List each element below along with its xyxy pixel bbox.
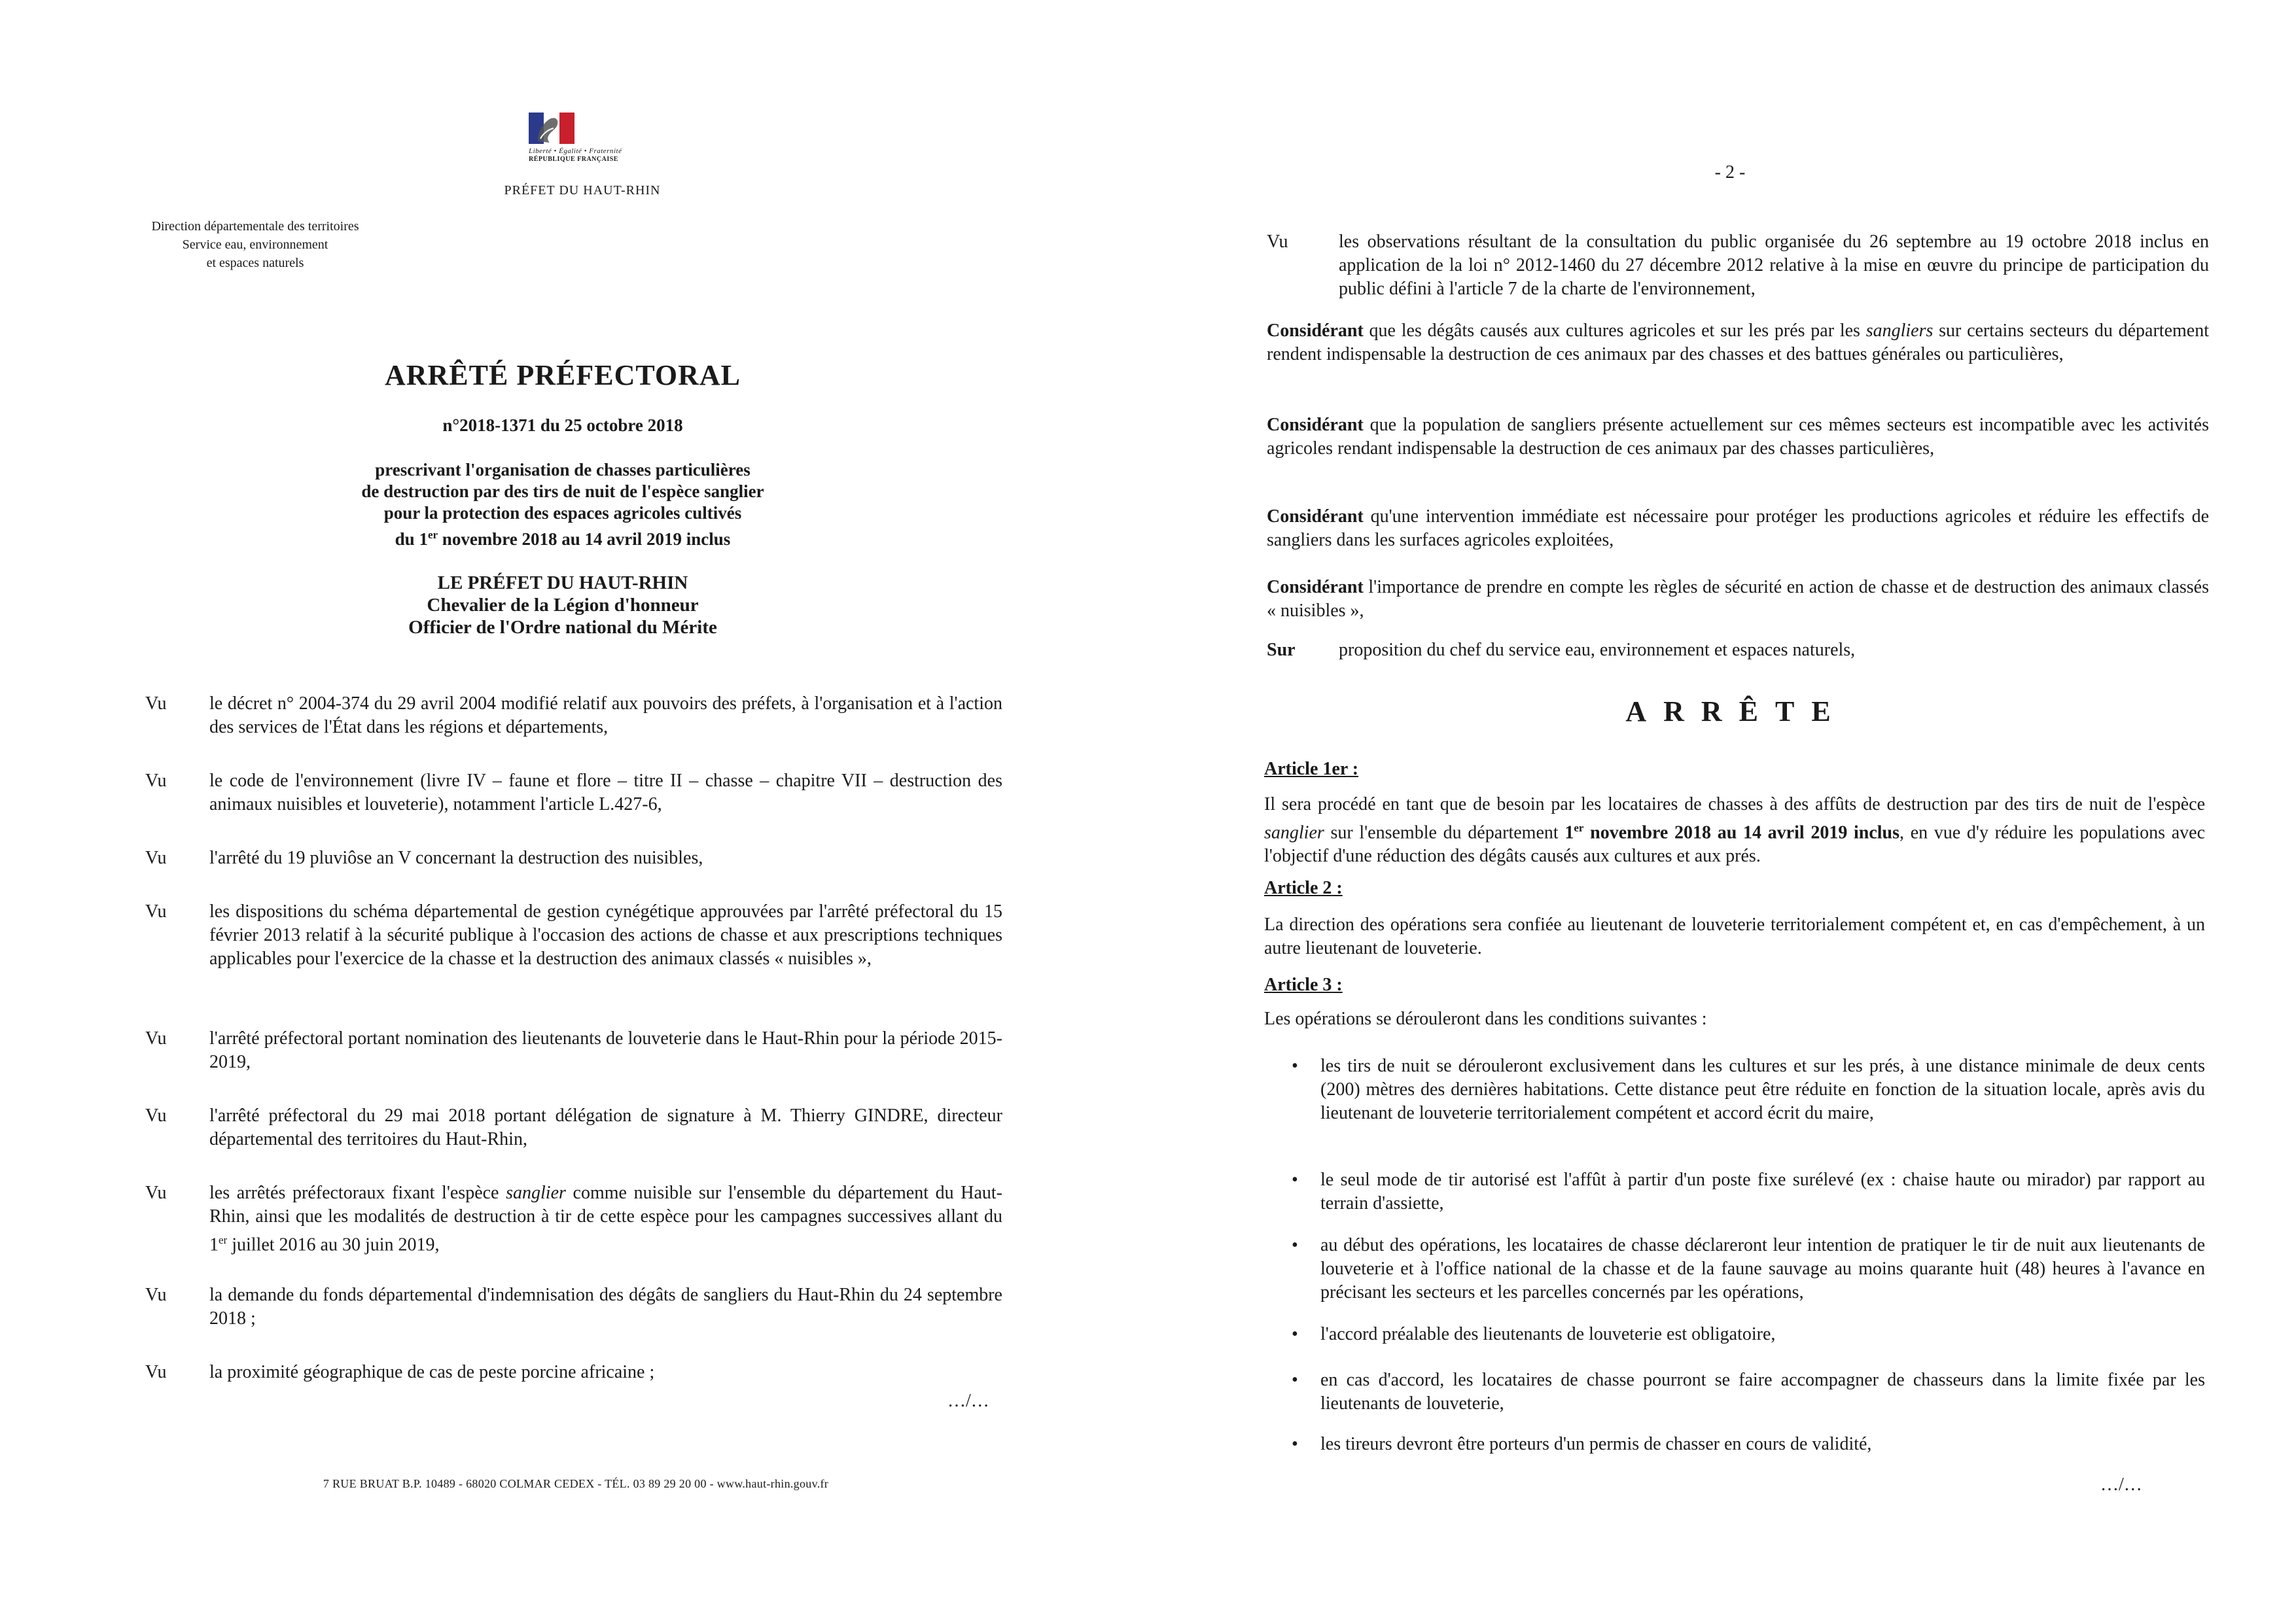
arrete-subject <box>236 459 890 550</box>
bullet-icon: • <box>1292 1434 1298 1454</box>
vu-label: Vu <box>145 1028 167 1049</box>
considerant-text: Considérant que la population de sangliers présente actuellement sur ces mêmes secteurs est incompatible avec les activités agricoles rendant indispensable la destruction de ces animaux par des chasses particulières, <box>1267 415 2209 459</box>
vu-text: les dispositions du schéma départemental de gestion cynégétique approuvées par l'arrêté préfectoral du 15 février 2013 relatif à la sécurité publique à l'occasion des actions de chasse et aux prescriptions techniques applicables pour l'exercice de la chasse et la destruction des animaux classés « nuisibles », <box>209 901 1002 969</box>
prefecture-name: PRÉFET DU HAUT-RHIN <box>504 183 661 198</box>
continued-mark: …/… <box>947 1391 989 1411</box>
article-2-heading: Article 2 : <box>1264 878 1343 898</box>
subject-line: pour la protection des espaces agricoles cultivés <box>383 503 742 523</box>
bullet-icon: • <box>1292 1370 1298 1390</box>
prefect-line: Chevalier de la Légion d'honneur <box>427 595 699 616</box>
considerant-label: Considérant <box>1267 577 1364 597</box>
tricolor-flag-icon <box>529 113 574 144</box>
marianne-icon <box>529 113 574 144</box>
marianne-logo <box>529 113 639 164</box>
bullet-icon: • <box>1292 1056 1298 1076</box>
subject-period: du 1er novembre 2018 au 14 avril 2019 inclus <box>395 529 731 549</box>
article-2-text: La direction des opérations sera confiée au lieutenant de louveterie territorialement compétent et, en cas d'empêchement, à un autre lieutenant de louveterie. <box>1264 915 2205 958</box>
vu-label: Vu <box>145 771 167 791</box>
considerant-text: Considérant l'importance de prendre en compte les règles de sécurité en action de chasse et de destruction des animaux classés « nuisibles », <box>1267 577 2209 621</box>
continued-mark: …/… <box>2100 1475 2142 1495</box>
vu-text: la demande du fonds départemental d'indemnisation des dégâts de sangliers du Haut-Rhin du 24 septembre 2018 ; <box>209 1285 1002 1329</box>
considerant-text: Considérant qu'une intervention immédiate est nécessaire pour protéger les productions agricoles et réduire les effectifs de sangliers dans les surfaces agricoles exploitées, <box>1267 506 2209 550</box>
considerant-label: Considérant <box>1267 415 1364 435</box>
article-1-text: Il sera procédé en tant que de besoin par les locataires de chasses à des affûts de destruction par des tirs de nuit de l'espèce sanglier sur l'ensemble du département 1er novembre 2018 au 14 avril 2019 inclus, en vue d'y réduire les populations avec l'objectif d'une réduction des dégâts causés aux cultures et aux prés. <box>1264 794 2206 867</box>
article-1-heading: Article 1er : <box>1264 759 1359 779</box>
considerant-text: Considérant que les dégâts causés aux cultures agricoles et sur les prés par les sangliers sur certains secteurs du département rendent indispensable la destruction de ces animaux par des chasses et des battues générales ou particulières, <box>1267 321 2209 364</box>
issuing-service <box>124 217 386 272</box>
vu-label: Vu <box>145 1106 167 1126</box>
document-title: ARRÊTÉ PRÉFECTORAL <box>384 359 741 391</box>
logo-motto: Liberté • Égalité • Fraternité <box>529 147 622 155</box>
vu-text: l'arrêté préfectoral du 29 mai 2018 portant délégation de signature à M. Thierry GINDRE, directeur départemental des territoires du Haut-Rhin, <box>209 1106 1002 1149</box>
vu-label: Vu <box>145 848 167 868</box>
footer-address: 7 RUE BRUAT B.P. 10489 - 68020 COLMAR CEDEX - TÉL. 03 89 29 20 00 - www.haut-rhin.gouv.fr <box>323 1477 829 1490</box>
considerant-label: Considérant <box>1267 321 1364 341</box>
vu-label: Vu <box>145 693 167 714</box>
bullet-icon: • <box>1292 1235 1298 1255</box>
decision-title: ARRÊTE <box>1625 695 1848 727</box>
vu-label: Vu <box>1267 232 1288 252</box>
article-3-intro: Les opérations se dérouleront dans les conditions suivantes : <box>1264 1009 1707 1029</box>
service-line: Service eau, environnement <box>182 237 328 252</box>
vu-label: Vu <box>145 1183 167 1203</box>
service-line: et espaces naturels <box>206 256 304 270</box>
vu-label: Vu <box>145 1285 167 1305</box>
page-2: - 2 - Vu les observations résultant de la consultation du public organisée du 26 septembre au 19 octobre 2018 inclus en application de la loi n° 2012-1460 du 27 décembre 2012 relative à la mise en œuvre du principe de participation du public défini à l'article 7 de la charte de l'environnement, Considérant que les dégâts causés aux cultures agricoles et sur les prés par les sangliers sur certains secteurs du département rendent indispensable la destruction de ces animaux par des chasses et des battues générales ou particulières, Considérant que la population de sangliers présente actuellement sur ces mêmes secteurs est incompatible avec les activités agricoles rendant indispensable la destruction de ces animaux par des chasses particulières, Considérant qu'une intervention immédiate est nécessaire pour protéger les productions agricoles et réduire les effectifs de sangliers dans les surfaces agricoles exploitées, Considérant l'importance de prendre en compte les règles de sécurité en action de chasse et de destruction des animaux classés « nuisibles », Sur proposition du chef du service eau, environnement et espaces naturels, ARRÊTE Article 1er : Il sera procédé en tant que de besoin par les locataires de chasses à des affûts de destruction par des tirs de nuit de l'espèce sanglier sur l'ensemble du département 1er novembre 2018 au 14 avril 2019 inclus, en vue d'y réduire les populations avec l'objectif d'une réduction des dégâts causés aux cultures et aux prés. Article 2 : La direction des opérations sera confiée au lieutenant de louveterie territorialement compétent et, en cas d'empêchement, à un autre lieutenant de louveterie. Article 3 : Les opérations se dérouleront dans les conditions suivantes : • les tirs de nuit se dérouleront exclusivement dans les cultures et sur les prés, à une distance minimale de deux cents (200) mètres des dernières habitations. Cette distance peut être réduite en fonction de la situation locale, après avis du lieutenant de louveterie territorialement compétent et accord écrit du maire, • le seul mode de tir autorisé est l'affût à partir d'un poste fixe surélevé (ex : chaise haute ou mirador) par rapport au terrain d'assiette, • au début des opérations, les locataires de chasse déclareront leur intention de pratiquer le tir de nuit aux lieutenants de louveterie et à l'office national de la chasse et de la faune sauvage au moins quarante huit (48) heures à l'avance en précisant les secteurs et les parcelles concernés par les opérations, • l'accord préalable des lieutenants de louveterie est obligatoire, • en cas d'accord, les locataires de chasse pourront se faire accompagner de chasseurs dans la limite fixée par les lieutenants de louveterie, • les tireurs devront être porteurs d'un permis de chasser en cours de validité, …/… <box>1264 162 2209 1495</box>
sur-label: Sur <box>1267 640 1296 660</box>
vu-text: les observations résultant de la consultation du public organisée du 26 septembre au 19 octobre 2018 inclus en application de la loi n° 2012-1460 du 27 décembre 2012 relative à la mise en œuvre du principe de participation du public défini à l'article 7 de la charte de l'environnement, <box>1339 232 2209 299</box>
bullet-icon: • <box>1292 1324 1298 1344</box>
title-block <box>236 358 890 638</box>
bullet-icon: • <box>1292 1170 1298 1190</box>
arrete-number: n°2018-1371 du 25 octobre 2018 <box>442 415 683 435</box>
vu-text: l'arrêté du 19 pluviôse an V concernant la destruction des nuisibles, <box>209 848 703 868</box>
vu-text: le décret n° 2004-374 du 29 avril 2004 modifié relatif aux pouvoirs des préfets, à l'organisation et à l'action des services de l'État dans les régions et départements, <box>209 693 1002 737</box>
subject-line: prescrivant l'organisation de chasses particulières <box>375 460 751 480</box>
prefect-titles <box>236 572 890 638</box>
sur-text: proposition du chef du service eau, environnement et espaces naturels, <box>1339 640 1856 660</box>
vu-text: l'arrêté préfectoral portant nomination des lieutenants de louveterie dans le Haut-Rhin pour la période 2015-2019, <box>209 1028 1002 1072</box>
vu-label: Vu <box>145 1362 167 1382</box>
vu-text: la proximité géographique de cas de peste porcine africaine ; <box>209 1362 655 1382</box>
service-line: Direction départementale des territoires <box>151 219 359 234</box>
page-number: - 2 - <box>1714 162 1746 183</box>
vu-text: le code de l'environnement (livre IV – faune et flore – titre II – chasse – chapitre VII – destruction des animaux nuisibles et louveterie), notamment l'article L.427-6, <box>209 771 1002 814</box>
vu-label: Vu <box>145 901 167 922</box>
vu-text: les arrêtés préfectoraux fixant l'espèce sanglier comme nuisible sur l'ensemble du département du Haut-Rhin, ainsi que les modalités de destruction à tir de cette espèce pour les campagnes successives allant du 1er juillet 2016 au 30 juin 2019, <box>209 1183 1003 1255</box>
prefect-line: Officier de l'Ordre national du Mérite <box>408 617 717 638</box>
logo-country: RÉPUBLIQUE FRANÇAISE <box>529 156 618 163</box>
considerant-label: Considérant <box>1267 506 1364 527</box>
prefect-line: LE PRÉFET DU HAUT-RHIN <box>437 572 688 593</box>
article-3-heading: Article 3 : <box>1264 975 1343 995</box>
subject-line: de destruction par des tirs de nuit de l'espèce sanglier <box>361 481 764 501</box>
